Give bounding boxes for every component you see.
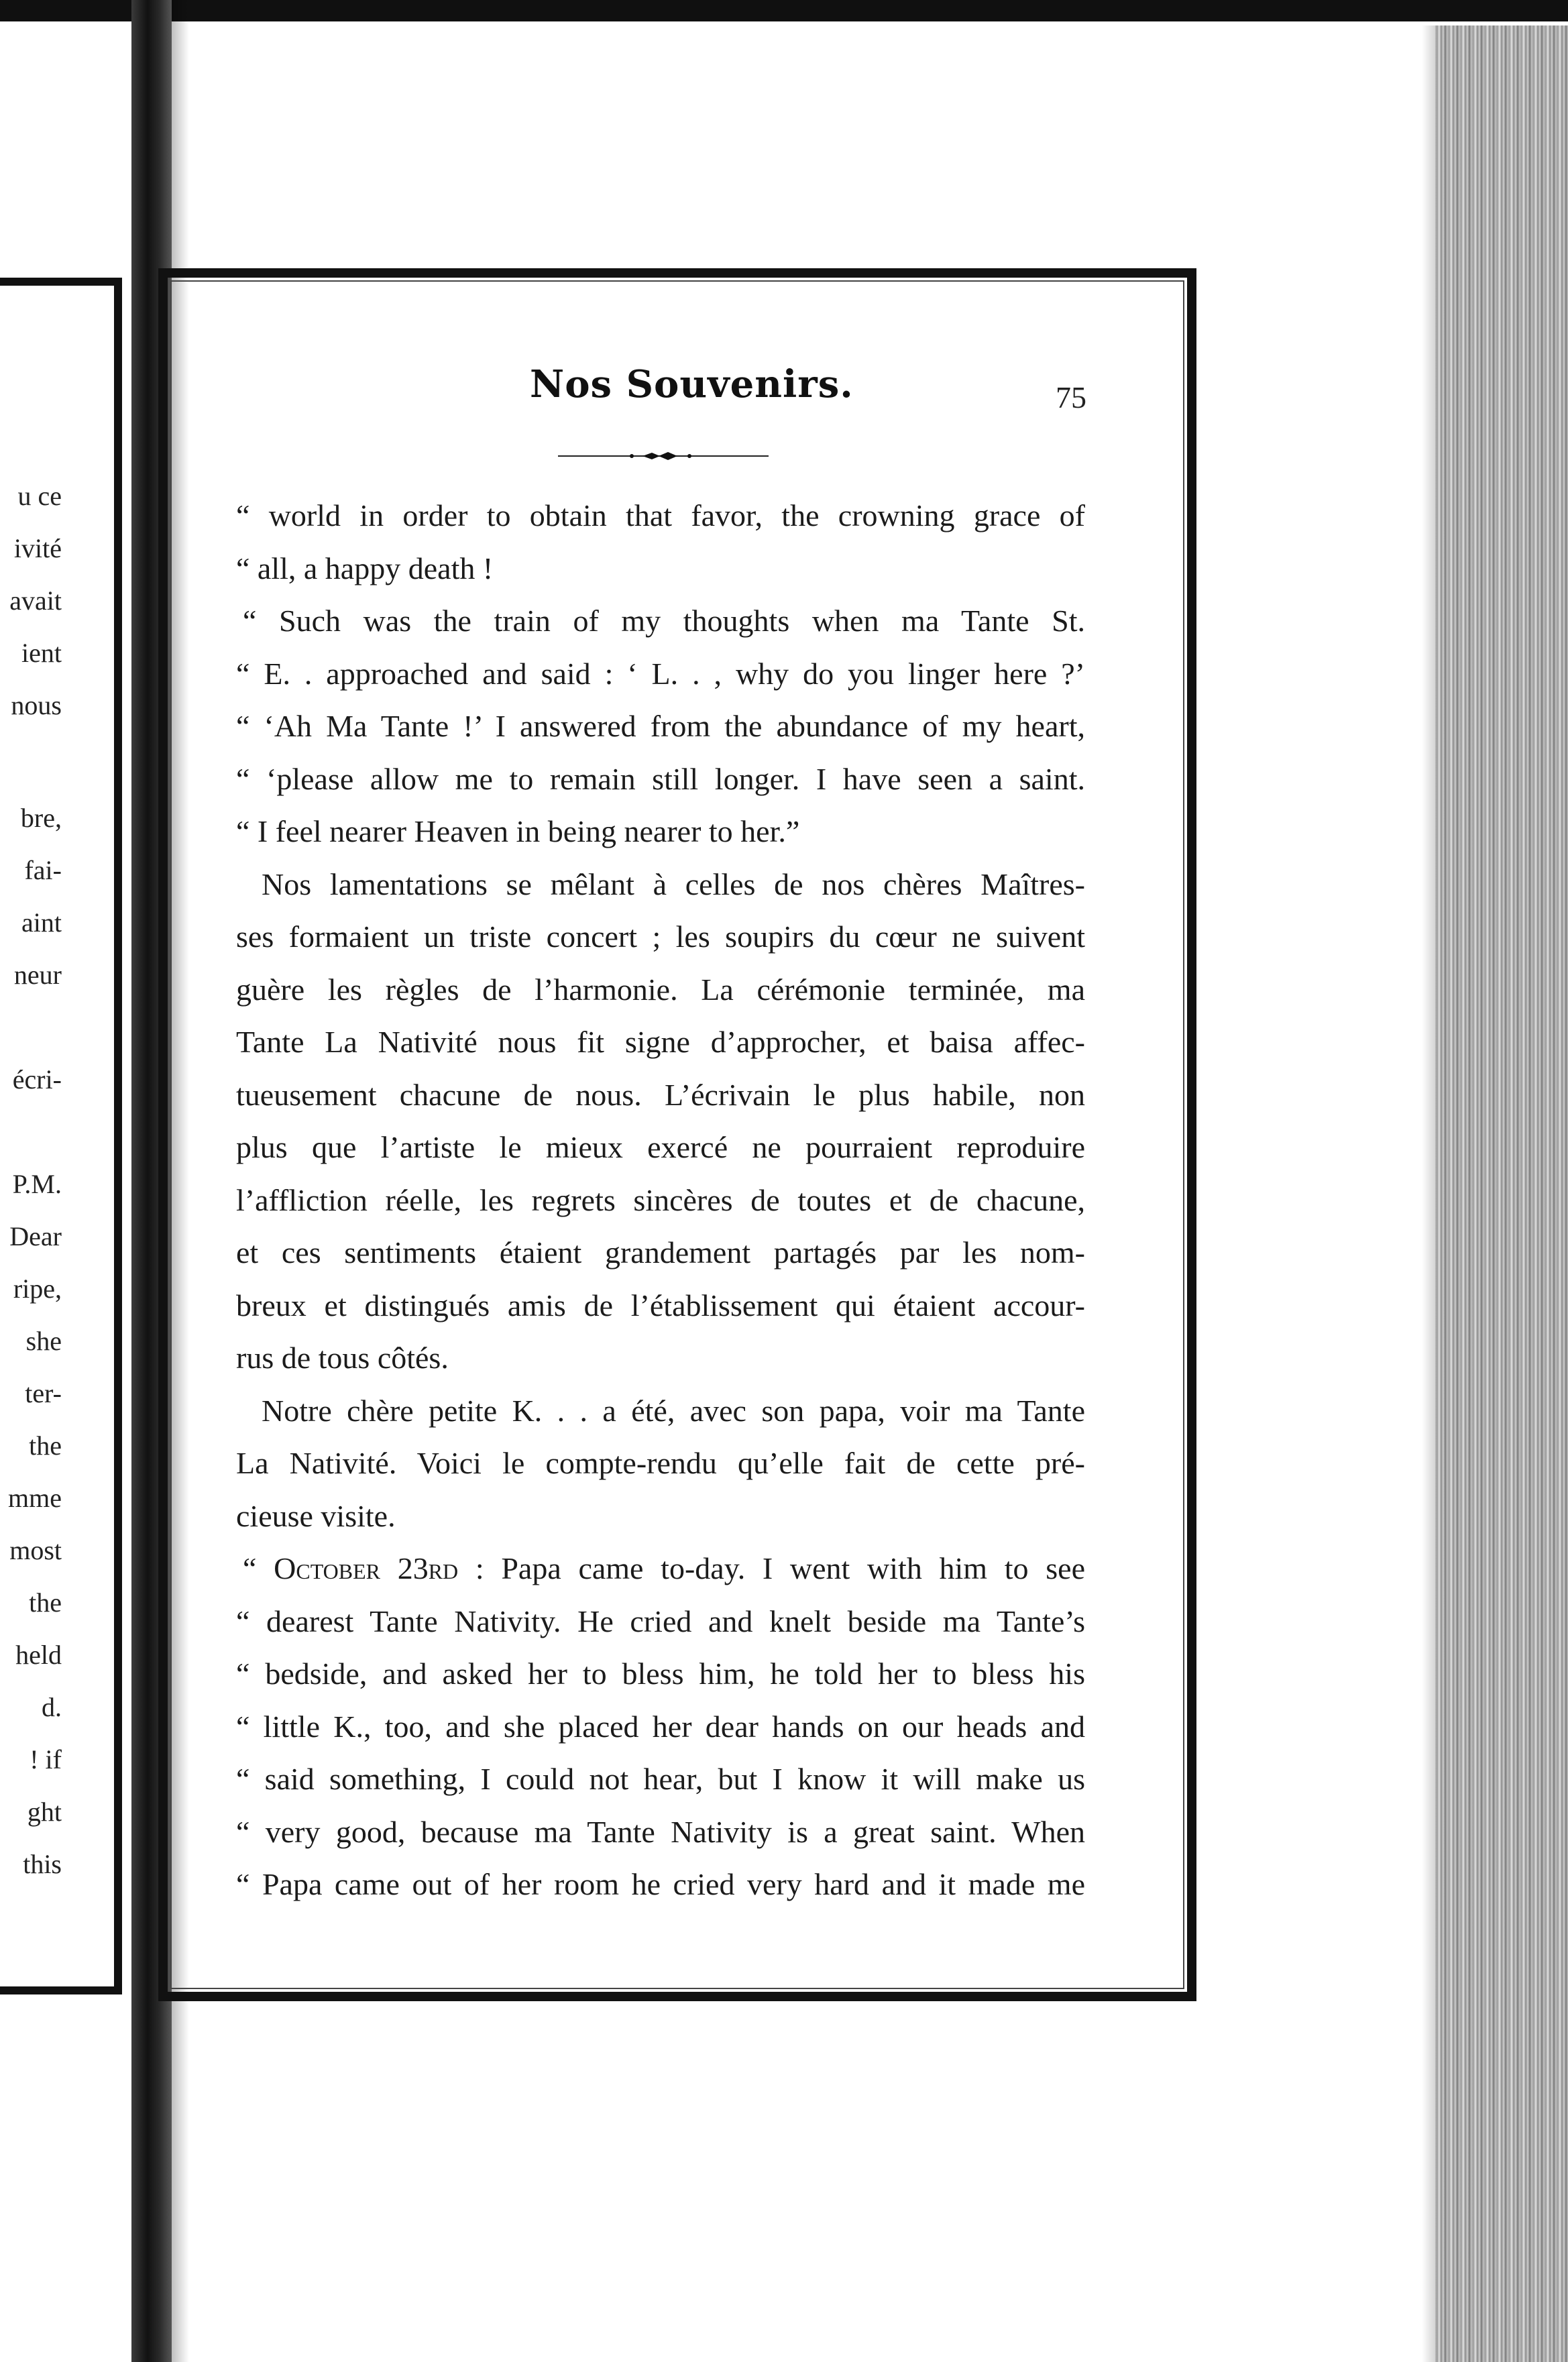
left-page-fragment: she [25,1326,62,1356]
text-line: Notre chère petite K. . . a été, avec son papa, voir ma Tante [262,1393,1085,1428]
left-page-fragment: most [9,1535,62,1565]
left-page-fragment: ght [27,1797,62,1827]
left-page-fragment: neur [13,960,62,990]
left-page-fragment: Dear [9,1221,62,1251]
left-page-fragment: bre, [20,803,62,833]
text-line: Nos lamentations se mêlant à celles de nos chères Maîtres- [262,866,1085,901]
text-line: “ Such was the train of my thoughts when ma Tante St. [243,604,1085,638]
page-number: 75 [1056,380,1086,414]
text-line: La Nativité. Voici le compte-rendu qu’elle fait de cette pré- [236,1446,1085,1480]
date-heading: October 23rd [274,1551,459,1585]
text-line: “ bedside, and asked her to bless him, he told her to bless his [236,1656,1085,1691]
left-page-fragment: avait [9,585,62,616]
text-line: “ ‘please allow me to remain still longer. I have seen a saint. [236,761,1085,796]
left-page-fragment: this [23,1849,62,1879]
scan-top-edge [0,0,1568,21]
text-line: guère les règles de l’harmonie. La cérémonie terminée, ma [236,972,1085,1007]
left-page-fragment: P.M. [12,1169,62,1199]
left-page-fragment: ! if [30,1744,62,1775]
left-page-fragment: ter- [25,1378,62,1408]
left-page-fragment: u ce [17,481,62,511]
text-line: “ Papa came out of her room he cried very hard and it made me [236,1867,1085,1901]
left-page-fragment: the [29,1430,62,1461]
left-page-fragment: ient [21,638,62,668]
text-line: “ little K., too, and she placed her dear hands on our heads and [236,1709,1085,1744]
left-page-fragment: écri- [12,1064,62,1094]
text-line: “ ‘Ah Ma Tante !’ I answered from the abundance of my heart, [236,709,1085,743]
text-line: Tante La Nativité nous fit signe d’approcher, et baisa affec- [236,1025,1085,1059]
text-line: rus de tous côtés. [236,1341,449,1375]
running-head: Nos Souvenirs. [530,362,854,406]
text-line: “ dearest Tante Nativity. He cried and knelt beside ma Tante’s [236,1604,1085,1638]
text-line: “ very good, because ma Tante Nativity is a great saint. When [236,1814,1085,1849]
left-page-fragment: aint [21,907,62,938]
text-line: tueusement chacune de nous. L’écrivain le plus habile, non [236,1077,1085,1112]
text-line: “ world in order to obtain that favor, the crowning grace of [236,498,1085,532]
text-line: cieuse visite. [236,1498,396,1533]
left-page-fragment: ripe, [13,1274,62,1304]
header-ornament [558,451,769,461]
left-page-fragment: mme [8,1483,62,1513]
left-page-fragment: d. [42,1692,62,1722]
left-facing-page [0,21,131,2362]
text-line: l’affliction réelle, les regrets sincères de toutes et de chacune, [236,1182,1085,1217]
text-line: breux et distingués amis de l’établissement qui étaient accour- [236,1288,1085,1323]
text-line: “ all, a happy death ! [236,551,494,585]
body-text [236,490,1085,1911]
text-line: plus que l’artiste le mieux exercé ne pourraient reproduire [236,1130,1085,1164]
left-page-fragment: nous [11,690,62,720]
text-line: et ces sentiments étaient grandement partagés par les nom- [236,1235,1085,1270]
book-page-edges [1435,25,1568,2362]
left-page-fragment: fai- [24,855,62,885]
text-line: ses formaient un triste concert ; les soupirs du cœur ne suivent [236,919,1085,954]
left-page-fragment: held [15,1640,62,1670]
text-line: “ E. . approached and said : ‘ L. . , why do you linger here ?’ [236,656,1085,691]
text-line: “ I feel nearer Heaven in being nearer to her.” [236,814,800,848]
left-page-fragment: ivité [13,533,62,563]
text-line: “ October 23rd : Papa came to-day. I went with him to see [243,1551,1085,1585]
left-page-fragment: the [29,1587,62,1618]
text-line: “ said something, I could not hear, but I know it will make us [236,1762,1085,1796]
